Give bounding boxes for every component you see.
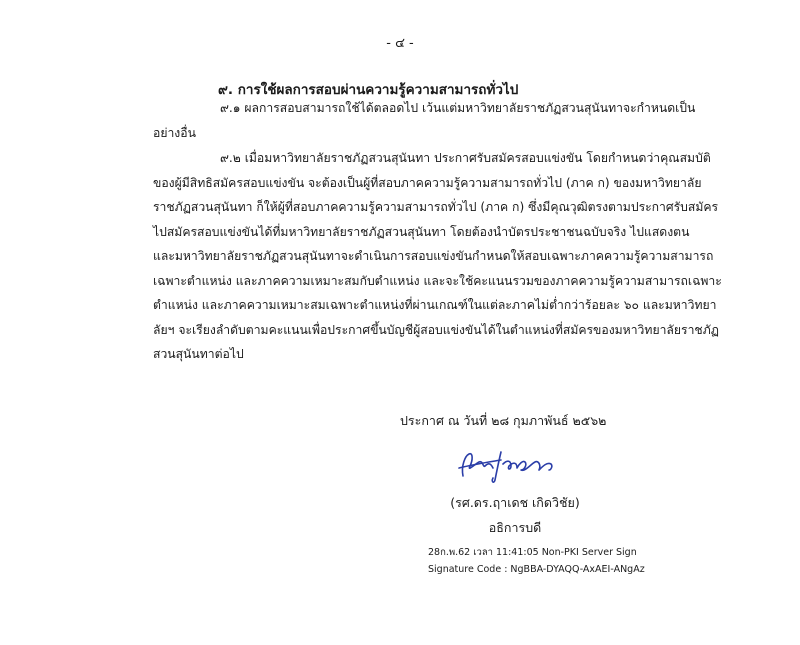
sign-timestamp: 28ก.พ.62 เวลา 11:41:05 Non-PKI Server Sign	[428, 547, 637, 558]
paragraph-line: ลัยฯ จะเรียงลำดับตามคะแนนเพื่อประกาศขึ้นบัญชีผู้สอบแข่งขันได้ในตำแหน่งที่สมัครของมหาวิทยาลัยราชภัฏ	[153, 322, 719, 337]
signature-code: Signature Code : NgBBA-DYAQQ-AxAEI-ANgAz	[428, 564, 645, 575]
section-heading: ๙. การใช้ผลการสอบผ่านความรู้ความสามารถทั่วไป	[218, 82, 519, 98]
paragraph-line: ราชภัฏสวนสุนันทา ก็ให้ผู้ที่สอบภาคความรู้ความสามารถทั่วไป (ภาค ก) ซึ่งมีคุณวุฒิตรงตามประกาศรับสมัคร	[153, 200, 719, 214]
handwritten-signature	[455, 446, 565, 486]
paragraph-9-2	[153, 146, 722, 367]
paragraph-line: ตำแหน่ง และภาคความเหมาะสมเฉพาะตำแหน่งที่ผ่านเกณฑ์ในแต่ละภาคไม่ต่ำกว่าร้อยละ ๖๐ และมหาวิทยา	[153, 298, 717, 312]
signer-title: อธิการบดี	[488, 520, 542, 535]
paragraph-line: ๙.๒ เมื่อมหาวิทยาลัยราชภัฏสวนสุนันทา ประกาศรับสมัครสอบแข่งขัน โดยกำหนดว่าคุณสมบัติ	[220, 151, 711, 165]
paragraph-line: ไปสมัครสอบแข่งขันได้ที่มหาวิทยาลัยราชภัฏสวนสุนันทา โดยต้องนำบัตรประชาชนฉบับจริง ไปแสดงตน	[153, 224, 690, 239]
paragraph-line: อย่างอื่น	[153, 125, 196, 140]
signer-name: (รศ.ดร.ฤาเดช เกิดวิชัย)	[450, 495, 580, 510]
paragraph-line: เฉพาะตำแหน่ง และภาคความเหมาะสมกับตำแหน่ง และจะใช้คะแนนรวมของภาคความรู้ความสามารถเฉพาะ	[153, 273, 722, 288]
paragraph-line: และมหาวิทยาลัยราชภัฏสวนสุนันทาจะดำเนินการสอบแข่งขันกำหนดให้สอบเฉพาะภาคความรู้ความสามารถ	[153, 249, 714, 263]
paragraph-9-1	[153, 96, 696, 145]
paragraph-line: สวนสุนันทาต่อไป	[153, 347, 244, 361]
paragraph-line: ของผู้มีสิทธิสมัครสอบแข่งขัน จะต้องเป็นผู้ที่สอบภาคความรู้ความสามารถทั่วไป (ภาค ก) ของมหาวิทยาลัย	[153, 175, 702, 190]
paragraph-line: ๙.๑ ผลการสอบสามารถใช้ได้ตลอดไป เว้นแต่มหาวิทยาลัยราชภัฏสวนสุนันทาจะกำหนดเป็น	[220, 101, 696, 115]
page-number: - ๔ -	[386, 36, 414, 51]
announcement-date: ประกาศ ณ วันที่ ๒๘ กุมภาพันธ์ ๒๕๖๒	[400, 413, 607, 428]
